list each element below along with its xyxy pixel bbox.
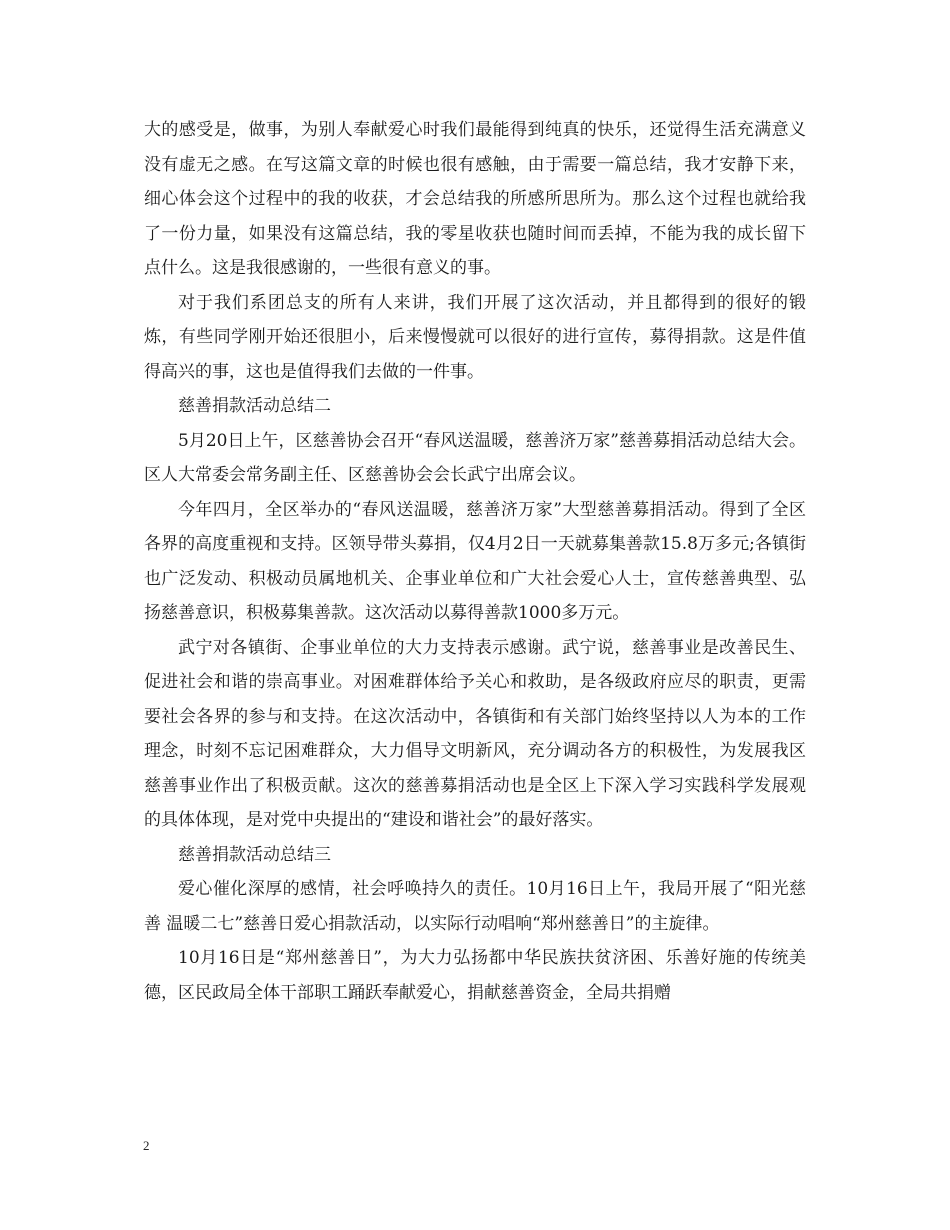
document-body — [144, 113, 806, 1010]
paragraph-5: 武宁对各镇街、企事业单位的大力支持表示感谢。武宁说，慈善事业是改善民生、促进社会和谐的崇高事业。对困难群体给予关心和救助，是各级政府应尽的职责，更需要社会各界的参与和支持。在这次活动中，各镇街和有关部门始终坚持以人为本的工作理念，时刻不忘记困难群众，大力倡导文明新风，充分调动各方的积极性，为发展我区慈善事业作出了积极贡献。这次的慈善募捐活动也是全区上下深入学习实践科学发展观的具体体现，是对党中央提出的“建设和谐社会”的最好落实。 — [144, 637, 806, 830]
paragraph-7: 10月16日是“郑州慈善日”，为大力弘扬都中华民族扶贫济困、乐善好施的传统美德，区民政局全体干部职工踊跃奉献爱心，捐献慈善资金，全局共捐赠 — [144, 948, 806, 1003]
paragraph-3: 5月20日上午，区慈善协会召开“春风送温暖，慈善济万家”慈善募捐活动总结大会。区人大常委会常务副主任、区慈善协会会长武宁出席会议。 — [144, 430, 806, 485]
section-heading-2: 慈善捐款活动总结二 — [178, 396, 331, 416]
section-heading-3: 慈善捐款活动总结三 — [178, 844, 331, 865]
paragraph-2: 对于我们系团总支的所有人来讲，我们开展了这次活动，并且都得到的很好的锻炼，有些同学刚开始还很胆小，后来慢慢就可以很好的进行宣传，募得捐款。这是件值得高兴的事，这也是值得我们去做的一件事。 — [144, 292, 806, 382]
page-number: 2 — [143, 1138, 150, 1153]
paragraph-4: 今年四月，全区举办的“春风送温暖，慈善济万家”大型慈善募捐活动。得到了全区各界的高度重视和支持。区领导带头募捐，仅4月2日一天就募集善款15.8万多元;各镇街也广泛发动、积极动员属地机关、企事业单位和广大社会爱心人士，宣传慈善典型、弘扬慈善意识，积极募集善款。这次活动以募得善款1000多万元。 — [144, 499, 806, 623]
paragraph-6: 爱心催化深厚的感情，社会呼唤持久的责任。10月16日上午，我局开展了“阳光慈善 温暖二七”慈善日爱心捐款活动，以实际行动唱响“郑州慈善日”的主旋律。 — [144, 879, 806, 934]
paragraph-1: 大的感受是，做事，为别人奉献爱心时我们最能得到纯真的快乐，还觉得生活充满意义没有虚无之感。在写这篇文章的时候也很有感触，由于需要一篇总结，我才安静下来，细心体会这个过程中的我的收获，才会总结我的所感所思所为。那么这个过程也就给我了一份力量，如果没有这篇总结，我的零星收获也随时间而丢掉，不能为我的成长留下点什么。这是我很感谢的，一些很有意义的事。 — [144, 120, 806, 278]
